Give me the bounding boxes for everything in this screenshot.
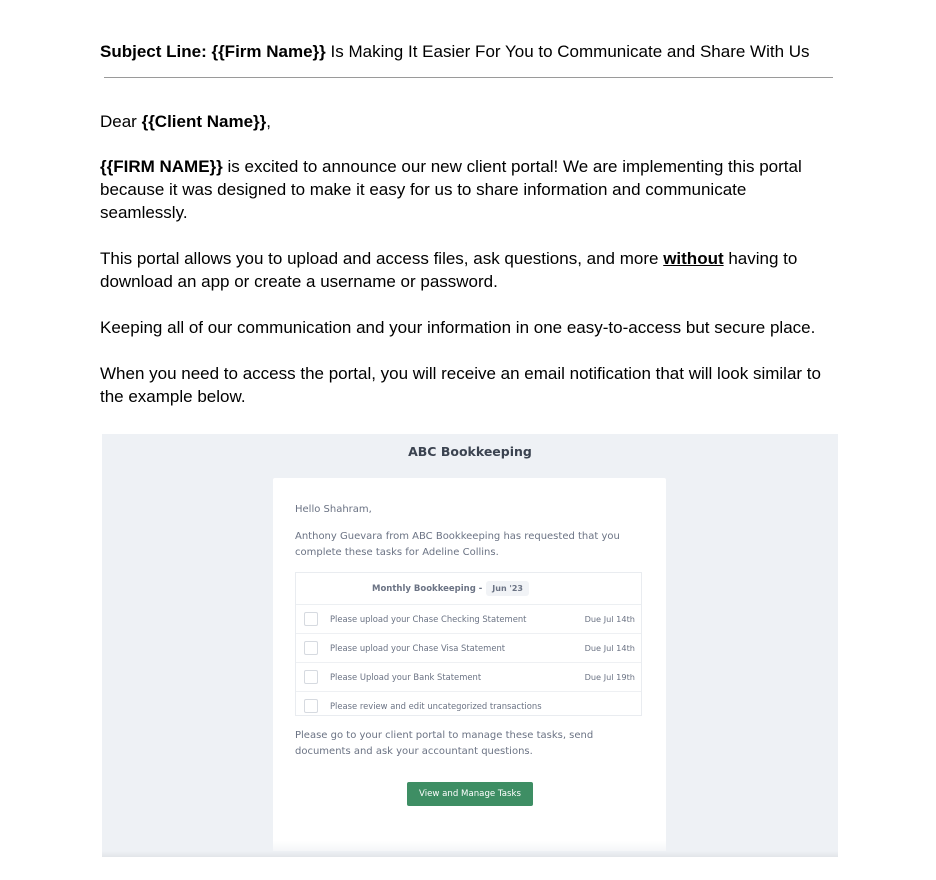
paragraph-features xyxy=(100,247,845,293)
card-fade xyxy=(273,841,666,851)
p1-line1: is excited to announce our new client portal! We are implementing this portal xyxy=(222,157,802,176)
month-badge: Jun '23 xyxy=(486,581,529,596)
task-group-header xyxy=(296,573,641,605)
task-due: Due Jul 14th xyxy=(584,614,635,624)
greeting-prefix: Dear xyxy=(100,112,142,131)
p1-line3: seamlessly. xyxy=(100,203,188,222)
p4-line1: When you need to access the portal, you will receive an email notification that will look similar to xyxy=(100,364,821,383)
greeting xyxy=(100,110,845,133)
p2-after: having to xyxy=(723,249,798,268)
task-checkbox[interactable] xyxy=(304,612,318,626)
task-label: Please review and edit uncategorized transactions xyxy=(330,701,542,711)
task-row[interactable] xyxy=(296,634,641,663)
task-row[interactable] xyxy=(296,692,641,720)
subject-line xyxy=(100,41,810,63)
task-group-title: Monthly Bookkeeping - xyxy=(372,583,483,594)
subject-text: Is Making It Easier For You to Communicate and Share With Us xyxy=(325,42,810,61)
task-due: Due Jul 19th xyxy=(584,672,635,682)
p2-line2: download an app or create a username or password. xyxy=(100,272,498,291)
email-card xyxy=(273,478,666,851)
task-row[interactable] xyxy=(296,605,641,634)
task-list xyxy=(295,572,642,716)
task-label: Please upload your Chase Checking Statement xyxy=(330,614,527,624)
email-hello: Hello Shahram, xyxy=(295,504,372,515)
task-row[interactable] xyxy=(296,663,641,692)
paragraph-announcement xyxy=(100,155,845,224)
paragraph-secure: Keeping all of our communication and your information in one easy-to-access but secure place. xyxy=(100,318,816,337)
client-name-placeholder: {{Client Name}} xyxy=(141,112,267,131)
task-label: Please Upload your Bank Statement xyxy=(330,672,482,682)
greeting-suffix: , xyxy=(266,112,272,131)
p1-line2: because it was designed to make it easy for us to share information and communicate xyxy=(100,180,747,199)
task-checkbox[interactable] xyxy=(304,641,318,655)
p2-emphasis: without xyxy=(663,249,724,268)
email-request: Anthony Guevara from ABC Bookkeeping has requested that you complete these tasks for Adeline Collins. xyxy=(295,531,620,558)
divider xyxy=(104,77,833,78)
firm-name-placeholder: {{FIRM NAME}} xyxy=(100,157,223,176)
task-due: Due Jul 14th xyxy=(584,643,635,653)
paragraph-notification xyxy=(100,362,845,408)
email-footer-text: Please go to your client portal to manage these tasks, send documents and ask your accountant questions. xyxy=(295,730,594,757)
task-checkbox[interactable] xyxy=(304,670,318,684)
task-checkbox[interactable] xyxy=(304,699,318,713)
task-label: Please upload your Chase Visa Statement xyxy=(330,643,506,653)
email-brand: ABC Bookkeeping xyxy=(408,444,532,459)
subject-label: Subject Line: {{Firm Name}} xyxy=(100,42,326,61)
view-manage-tasks-button[interactable]: View and Manage Tasks xyxy=(407,782,533,806)
p2-before: This portal allows you to upload and access files, ask questions, and more xyxy=(100,249,664,268)
example-email-screenshot xyxy=(102,434,838,857)
p4-line2: the example below. xyxy=(100,387,246,406)
embed-bottom-shadow xyxy=(102,851,838,857)
